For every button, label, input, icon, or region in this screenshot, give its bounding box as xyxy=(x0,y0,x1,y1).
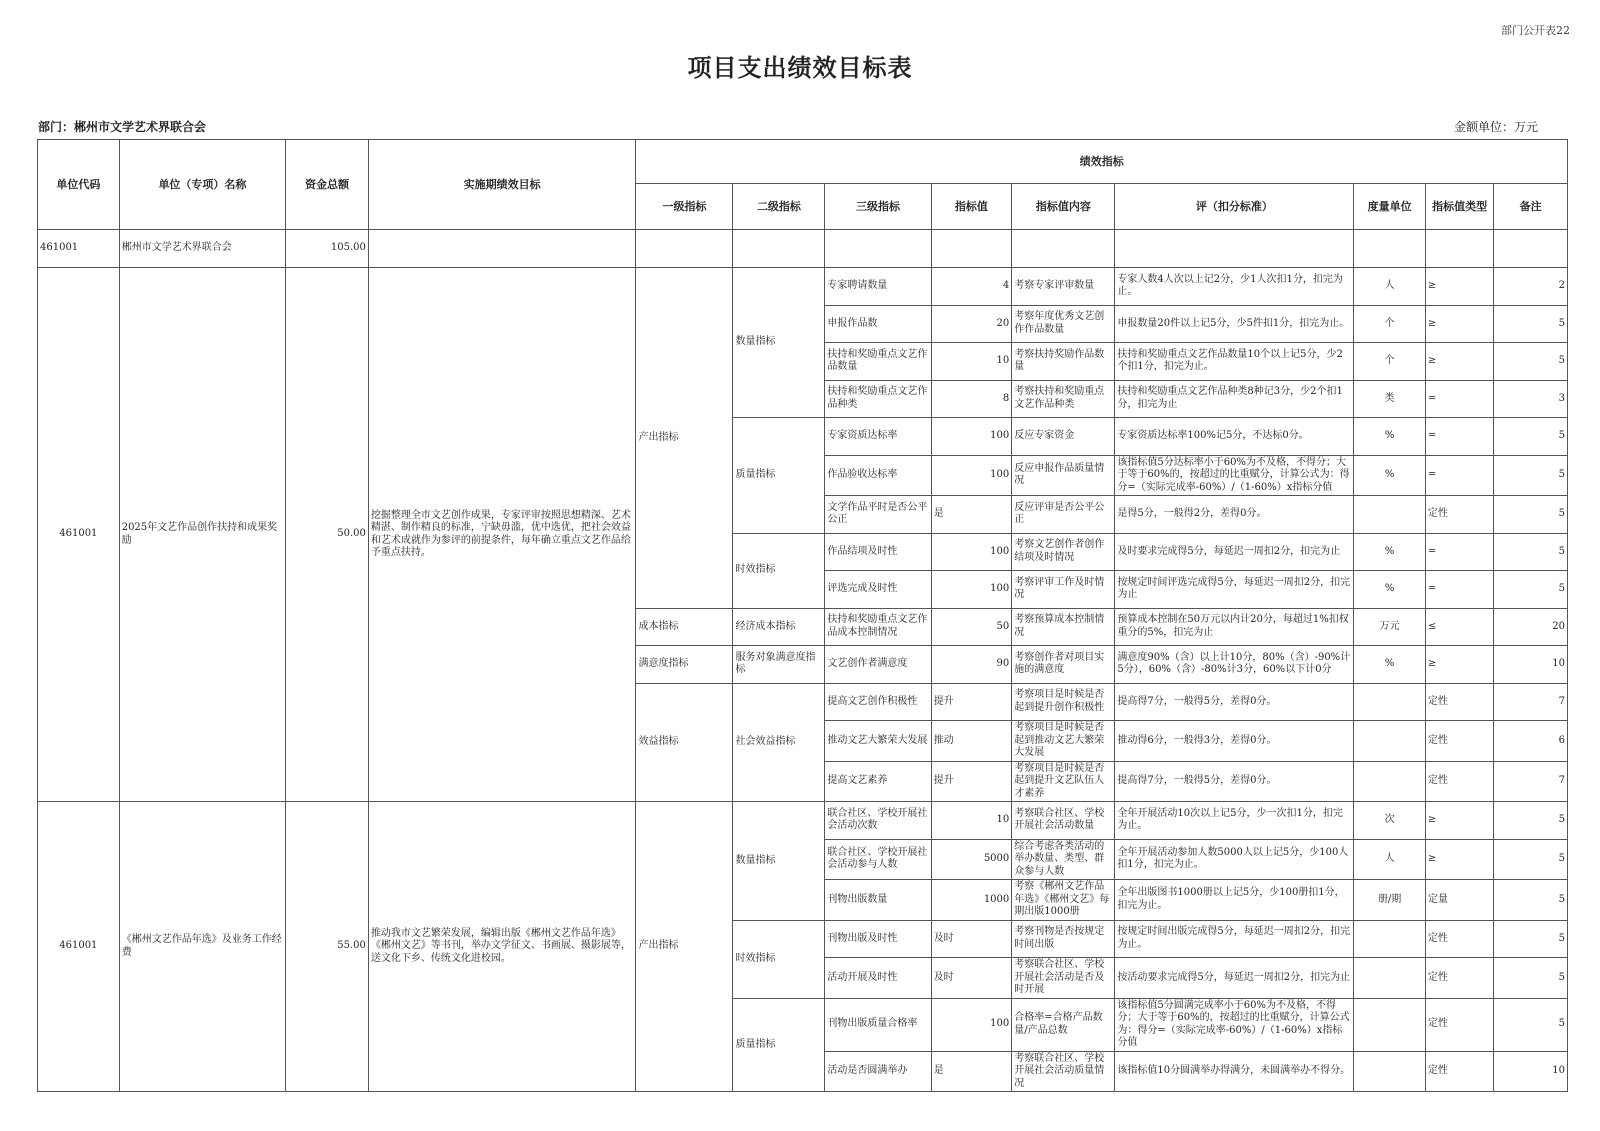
remark: 5 xyxy=(1494,998,1568,1051)
indicator-content: 考察扶持和奖励重点文艺作品种类 xyxy=(1012,380,1115,418)
indicator-value: 提升 xyxy=(931,683,1012,721)
scoring-criteria: 该指标值5分达标率小于60%为不及格，不得分；大于等于60%的，按超过的比重赋分，计算公式为：得分=（实际完成率-60%）/（1-60%）x指标分值 xyxy=(1115,455,1354,496)
level3-indicator: 扶持和奖励重点文艺作品成本控制情况 xyxy=(825,608,931,646)
indicator-content: 考察联合社区、学校开展社会活动是否及时开展 xyxy=(1012,958,1115,999)
unit-summary-row xyxy=(38,230,1568,268)
value-type: ≥ xyxy=(1425,646,1493,684)
level2-indicator: 时效指标 xyxy=(733,920,825,998)
indicator-content: 考察预算成本控制情况 xyxy=(1012,608,1115,646)
empty-cell xyxy=(1354,230,1425,268)
indicator-content: 反应申报作品质量情况 xyxy=(1012,455,1115,496)
remark: 5 xyxy=(1494,880,1568,921)
measure-unit: 册/期 xyxy=(1354,880,1425,921)
level3-indicator: 刊物出版质量合格率 xyxy=(825,998,931,1051)
indicator-value: 100 xyxy=(931,998,1012,1051)
indicator-value: 4 xyxy=(931,268,1012,306)
remark: 5 xyxy=(1494,496,1568,534)
level3-indicator: 专家资质达标率 xyxy=(825,418,931,456)
empty-cell xyxy=(368,230,636,268)
remark: 6 xyxy=(1494,721,1568,762)
measure-unit: 万元 xyxy=(1354,608,1425,646)
value-type: = xyxy=(1425,533,1493,571)
level1-indicator: 成本指标 xyxy=(636,608,733,646)
empty-cell xyxy=(1494,230,1568,268)
indicator-value: 90 xyxy=(931,646,1012,684)
level3-indicator: 提高文艺创作积极性 xyxy=(825,683,931,721)
header-performance: 绩效指标 xyxy=(636,140,1568,184)
measure-unit xyxy=(1354,920,1425,958)
level1-indicator: 产出指标 xyxy=(636,802,733,1092)
measure-unit: % xyxy=(1354,646,1425,684)
measure-unit: % xyxy=(1354,418,1425,456)
scoring-criteria: 按规定时间评选完成得5分，每延迟一周扣2分，扣完为止 xyxy=(1115,571,1354,609)
indicator-content: 反应专家资金 xyxy=(1012,418,1115,456)
indicator-content: 考察项目是时候是否起到提升文艺队伍人才素养 xyxy=(1012,761,1115,802)
empty-cell xyxy=(1115,230,1354,268)
level2-indicator: 服务对象满意度指标 xyxy=(733,646,825,684)
level3-indicator: 申报作品数 xyxy=(825,305,931,343)
department-label: 部门：郴州市文学艺术界联合会 xyxy=(38,120,207,134)
indicator-value: 10 xyxy=(931,802,1012,840)
scoring-criteria: 及时要求完成得5分，每延迟一周扣2分，扣完为止 xyxy=(1115,533,1354,571)
indicator-value: 100 xyxy=(931,533,1012,571)
level3-indicator: 作品验收达标率 xyxy=(825,455,931,496)
level3-indicator: 扶持和奖励重点文艺作品种类 xyxy=(825,380,931,418)
empty-cell xyxy=(1012,230,1115,268)
measure-unit xyxy=(1354,496,1425,534)
remark: 20 xyxy=(1494,608,1568,646)
level1-indicator: 效益指标 xyxy=(636,683,733,802)
remark: 5 xyxy=(1494,920,1568,958)
value-type: ≥ xyxy=(1425,343,1493,381)
level2-indicator: 社会效益指标 xyxy=(733,683,825,802)
project-goal: 挖掘整理全市文艺创作成果，专家评审按照思想精深、艺术精湛、制作精良的标准，宁缺毋滥，优中选优，把社会效益和艺术成就作为参评的前提条件，每年确立重点文艺作品给予重点扶持。 xyxy=(368,268,636,802)
unit-name: 郴州市文学艺术界联合会 xyxy=(119,230,285,268)
scoring-criteria: 专家资质达标率100%记5分，不达标0分。 xyxy=(1115,418,1354,456)
level3-indicator: 推动文艺大繁荣大发展 xyxy=(825,721,931,762)
value-type: ≥ xyxy=(1425,305,1493,343)
indicator-value: 100 xyxy=(931,571,1012,609)
level3-indicator: 活动开展及时性 xyxy=(825,958,931,999)
indicator-row xyxy=(38,802,1568,840)
header-criteria: 评（扣分标准） xyxy=(1115,184,1354,230)
indicator-value: 是 xyxy=(931,496,1012,534)
level2-indicator: 数量指标 xyxy=(733,802,825,921)
unit-code: 461001 xyxy=(38,230,120,268)
indicator-value: 及时 xyxy=(931,958,1012,999)
indicator-content: 考察扶持奖励作品数量 xyxy=(1012,343,1115,381)
header-content: 指标值内容 xyxy=(1012,184,1115,230)
value-type: 定性 xyxy=(1425,721,1493,762)
indicator-value: 1000 xyxy=(931,880,1012,921)
indicator-content: 考察评审工作及时情况 xyxy=(1012,571,1115,609)
level3-indicator: 活动是否圆满举办 xyxy=(825,1051,931,1092)
level3-indicator: 评选完成及时性 xyxy=(825,571,931,609)
remark: 5 xyxy=(1494,571,1568,609)
indicator-content: 考察项目是时候是否起到推动文艺大繁荣大发展 xyxy=(1012,721,1115,762)
indicator-value: 提升 xyxy=(931,761,1012,802)
measure-unit: 个 xyxy=(1354,343,1425,381)
measure-unit: 类 xyxy=(1354,380,1425,418)
remark: 5 xyxy=(1494,533,1568,571)
indicator-value: 推动 xyxy=(931,721,1012,762)
level1-indicator: 满意度指标 xyxy=(636,646,733,684)
indicator-value: 8 xyxy=(931,380,1012,418)
measure-unit: 个 xyxy=(1354,305,1425,343)
scoring-criteria: 提高得7分，一般得5分，差得0分。 xyxy=(1115,683,1354,721)
level3-indicator: 刊物出版及时性 xyxy=(825,920,931,958)
value-type: ≥ xyxy=(1425,268,1493,306)
empty-cell xyxy=(825,230,931,268)
value-type: 定性 xyxy=(1425,761,1493,802)
header-remark: 备注 xyxy=(1494,184,1568,230)
scoring-criteria: 按规定时间出版完成得5分，每延迟一周扣2分，扣完为止。 xyxy=(1115,920,1354,958)
level3-indicator: 专家聘请数量 xyxy=(825,268,931,306)
scoring-criteria: 专家人数4人次以上记2分，少1人次扣1分，扣完为止。 xyxy=(1115,268,1354,306)
remark: 7 xyxy=(1494,683,1568,721)
remark: 7 xyxy=(1494,761,1568,802)
header-level2: 二级指标 xyxy=(733,184,825,230)
indicator-content: 考察年度优秀文艺创作作品数量 xyxy=(1012,305,1115,343)
amount-unit-label: 金额单位：万元 xyxy=(1453,120,1538,134)
scoring-criteria: 提高得7分，一般得5分，差得0分。 xyxy=(1115,761,1354,802)
indicator-content: 反应评审是否公平公正 xyxy=(1012,496,1115,534)
level3-indicator: 联合社区、学校开展社会活动次数 xyxy=(825,802,931,840)
value-type: 定量 xyxy=(1425,880,1493,921)
level1-indicator: 产出指标 xyxy=(636,268,733,609)
measure-unit: % xyxy=(1354,455,1425,496)
empty-cell xyxy=(636,230,733,268)
indicator-content: 考察文艺创作者创作结项及时情况 xyxy=(1012,533,1115,571)
project-name: 2025年文艺作品创作扶持和成果奖励 xyxy=(119,268,285,802)
scoring-criteria: 全年开展活动参加人数5000人以上记5分，少100人扣1分，扣完为止。 xyxy=(1115,839,1354,880)
indicator-value: 20 xyxy=(931,305,1012,343)
measure-unit: 人 xyxy=(1354,839,1425,880)
empty-cell xyxy=(733,230,825,268)
header-unit-name: 单位（专项）名称 xyxy=(119,140,285,230)
project-name: 《郴州文艺作品年选》及业务工作经费 xyxy=(119,802,285,1092)
remark: 5 xyxy=(1494,455,1568,496)
remark: 5 xyxy=(1494,839,1568,880)
level3-indicator: 扶持和奖励重点文艺作品数量 xyxy=(825,343,931,381)
measure-unit: % xyxy=(1354,533,1425,571)
measure-unit xyxy=(1354,721,1425,762)
measure-unit: 人 xyxy=(1354,268,1425,306)
value-type: 定性 xyxy=(1425,1051,1493,1092)
scoring-criteria: 全年出版图书1000册以上记5分，少100册扣1分，扣完为止。 xyxy=(1115,880,1354,921)
remark: 3 xyxy=(1494,380,1568,418)
level2-indicator: 数量指标 xyxy=(733,268,825,418)
value-type: = xyxy=(1425,418,1493,456)
indicator-content: 考察项目是时候是否起到提升创作积极性 xyxy=(1012,683,1115,721)
header-level1: 一级指标 xyxy=(636,184,733,230)
remark: 5 xyxy=(1494,802,1568,840)
unit-funds: 105.00 xyxy=(286,230,369,268)
indicator-content: 合格率=合格产品数量/产品总数 xyxy=(1012,998,1115,1051)
header-total-funds: 资金总额 xyxy=(286,140,369,230)
indicator-content: 考察刊物是否按规定时间出版 xyxy=(1012,920,1115,958)
scoring-criteria: 推动得6分，一般得3分，差得0分。 xyxy=(1115,721,1354,762)
indicator-value: 是 xyxy=(931,1051,1012,1092)
indicator-value: 100 xyxy=(931,418,1012,456)
indicator-content: 综合考虑各类活动的举办数量、类型、群众参与人数 xyxy=(1012,839,1115,880)
scoring-criteria: 按活动要求完成得5分，每延迟一周扣2分，扣完为止 xyxy=(1115,958,1354,999)
measure-unit: % xyxy=(1354,571,1425,609)
scoring-criteria: 扶持和奖励重点文艺作品数量10个以上记5分，少2个扣1分，扣完为止。 xyxy=(1115,343,1354,381)
scoring-criteria: 预算成本控制在50万元以内计20分，每超过1%扣权重分的5%，扣完为止 xyxy=(1115,608,1354,646)
measure-unit xyxy=(1354,683,1425,721)
level3-indicator: 文学作品平时是否公平公正 xyxy=(825,496,931,534)
indicator-value: 100 xyxy=(931,455,1012,496)
value-type: ≥ xyxy=(1425,839,1493,880)
value-type: 定性 xyxy=(1425,920,1493,958)
value-type: = xyxy=(1425,571,1493,609)
header-goal: 实施期绩效目标 xyxy=(368,140,636,230)
value-type: 定性 xyxy=(1425,998,1493,1051)
measure-unit: 次 xyxy=(1354,802,1425,840)
project-goal: 推动我市文艺繁荣发展，编辑出版《郴州文艺作品年选》《郴州文艺》等书刊，举办文学征文、书画展、摄影展等，送文化下乡、传统文化进校园。 xyxy=(368,802,636,1092)
scoring-criteria: 全年开展活动10次以上记5分，少一次扣1分，扣完为止。 xyxy=(1115,802,1354,840)
project-funds: 55.00 xyxy=(286,802,369,1092)
scoring-criteria: 是得5分，一般得2分，差得0分。 xyxy=(1115,496,1354,534)
header-measure-unit: 度量单位 xyxy=(1354,184,1425,230)
level3-indicator: 文艺创作者满意度 xyxy=(825,646,931,684)
remark: 5 xyxy=(1494,343,1568,381)
performance-table xyxy=(37,139,1568,1092)
remark: 5 xyxy=(1494,958,1568,999)
empty-cell xyxy=(931,230,1012,268)
value-type: ≤ xyxy=(1425,608,1493,646)
level2-indicator: 质量指标 xyxy=(733,418,825,534)
scoring-criteria: 该指标值5分圆满完成率小于60%为不及格，不得分；大于等于60%的，按超过的比重赋分，计算公式为：得分=（实际完成率-60%）/（1-60%）x指标分值 xyxy=(1115,998,1354,1051)
level2-indicator: 经济成本指标 xyxy=(733,608,825,646)
indicator-value: 50 xyxy=(931,608,1012,646)
value-type: ≥ xyxy=(1425,802,1493,840)
scoring-criteria: 满意度90%（含）以上计10分，80%（含）-90%计5分），60%（含）-80%计3分，60%以下计0分 xyxy=(1115,646,1354,684)
indicator-content: 考察专家评审数量 xyxy=(1012,268,1115,306)
value-type: 定性 xyxy=(1425,496,1493,534)
value-type: 定性 xyxy=(1425,683,1493,721)
form-number: 部门公开表22 xyxy=(1501,24,1570,37)
level3-indicator: 联合社区、学校开展社会活动参与人数 xyxy=(825,839,931,880)
header-level3: 三级指标 xyxy=(825,184,931,230)
indicator-content: 考察创作者对项目实施的满意度 xyxy=(1012,646,1115,684)
measure-unit xyxy=(1354,761,1425,802)
measure-unit xyxy=(1354,1051,1425,1092)
project-funds: 50.00 xyxy=(286,268,369,802)
scoring-criteria: 该指标值10分圆满举办得满分，未圆满举办不得分。 xyxy=(1115,1051,1354,1092)
measure-unit xyxy=(1354,998,1425,1051)
value-type: = xyxy=(1425,455,1493,496)
project-code: 461001 xyxy=(38,802,120,1092)
measure-unit xyxy=(1354,958,1425,999)
indicator-value: 及时 xyxy=(931,920,1012,958)
indicator-content: 考察联合社区、学校开展社会活动数量 xyxy=(1012,802,1115,840)
level2-indicator: 质量指标 xyxy=(733,998,825,1092)
indicator-content: 考察《郴州文艺作品年选》《郴州文艺》每期出版1000册 xyxy=(1012,880,1115,921)
indicator-row xyxy=(38,268,1568,306)
remark: 10 xyxy=(1494,646,1568,684)
value-type: 定性 xyxy=(1425,958,1493,999)
indicator-value: 5000 xyxy=(931,839,1012,880)
level2-indicator: 时效指标 xyxy=(733,533,825,608)
indicator-value: 10 xyxy=(931,343,1012,381)
value-type: = xyxy=(1425,380,1493,418)
level3-indicator: 提高文艺素养 xyxy=(825,761,931,802)
indicator-content: 考察联合社区、学校开展社会活动质量情况 xyxy=(1012,1051,1115,1092)
project-code: 461001 xyxy=(38,268,120,802)
page-title: 项目支出绩效目标表 xyxy=(687,54,913,82)
header-unit-code: 单位代码 xyxy=(38,140,120,230)
header-value: 指标值 xyxy=(931,184,1012,230)
remark: 5 xyxy=(1494,305,1568,343)
remark: 10 xyxy=(1494,1051,1568,1092)
level3-indicator: 刊物出版数量 xyxy=(825,880,931,921)
scoring-criteria: 扶持和奖励重点文艺作品种类8种记3分，少2个扣1分，扣完为止 xyxy=(1115,380,1354,418)
remark: 2 xyxy=(1494,268,1568,306)
empty-cell xyxy=(1425,230,1493,268)
remark: 5 xyxy=(1494,418,1568,456)
header-value-type: 指标值类型 xyxy=(1425,184,1493,230)
level3-indicator: 作品结项及时性 xyxy=(825,533,931,571)
scoring-criteria: 申报数量20件以上记5分，少5件扣1分，扣完为止。 xyxy=(1115,305,1354,343)
